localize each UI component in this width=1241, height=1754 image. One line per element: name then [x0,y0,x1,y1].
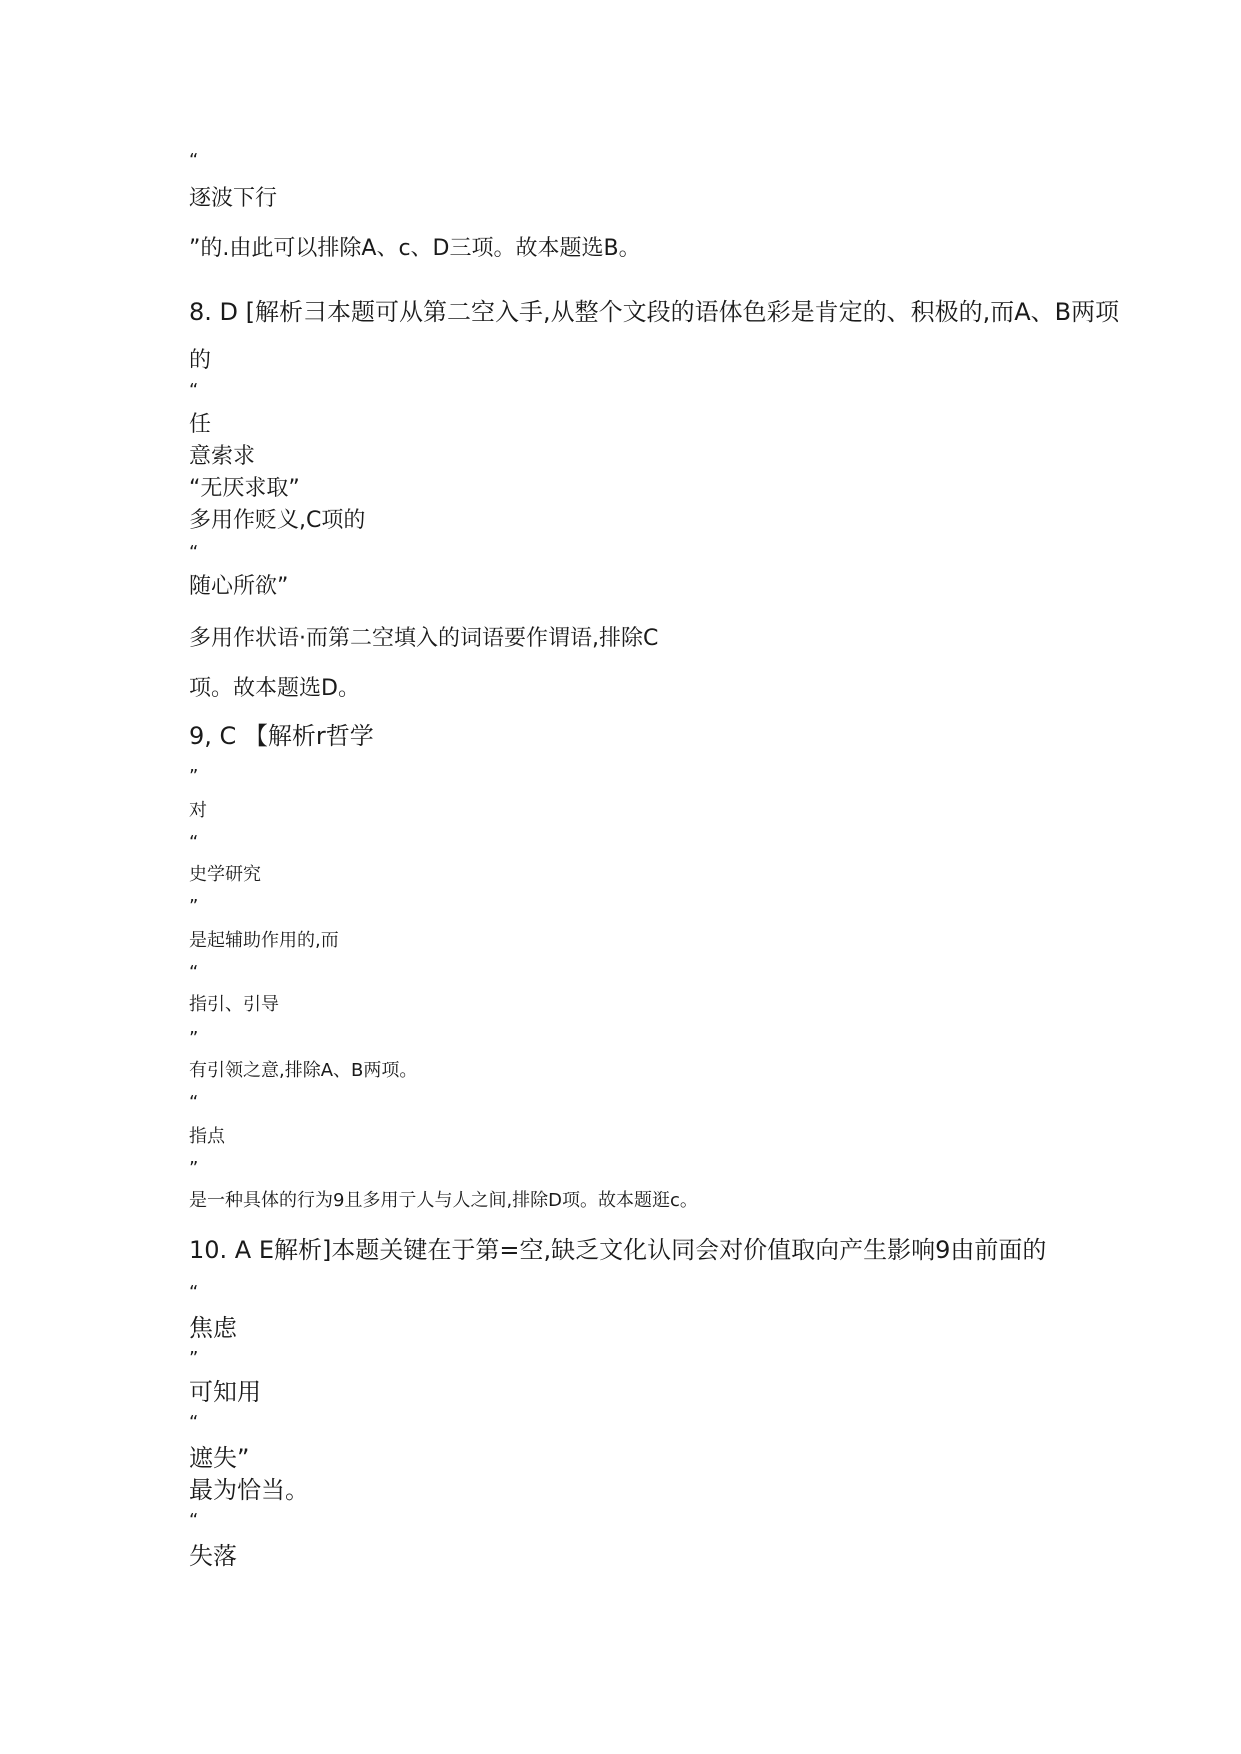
text-line: 任 [189,412,212,437]
text-line: ”的.由此可以排除A、c、D三项。故本题选B。 [189,236,641,261]
text-line: 多用作贬义,C项的 [189,508,366,533]
quote-mark: ” [189,896,199,917]
text-line: 最为恰当。 [189,1476,309,1504]
quote-mark: ” [189,1028,199,1049]
text-line: 项。故本题选D。 [189,676,360,701]
answer-9-heading: 9, C 【解析r哲学 [189,722,374,750]
text-line: 随心所欲” [189,574,289,599]
text-line: 的 [189,348,212,373]
text-line: 指引、引导 [189,994,279,1015]
answer-10-heading: 10. A E解析]本题关键在于第=空,缺乏文化认同会对价值取向产生影响9由前面的 [189,1236,1047,1264]
text-line: 是一种具体的行为9且多用亍人与人之间,排除D项。故本题逛c。 [189,1190,698,1211]
text-line: “无厌求取” [189,476,300,501]
quote-mark: “ [189,962,199,983]
text-line: 指点 [189,1126,225,1147]
text-line: 史学研究 [189,864,261,885]
text-line: 焦虑 [189,1314,237,1342]
text-line: 对 [189,800,207,821]
quote-mark: “ [189,150,199,171]
quote-mark: “ [189,1510,199,1531]
quote-mark: “ [189,1092,199,1113]
quote-mark: “ [189,832,199,853]
text-line: 有引领之意,排除A、B两项。 [189,1060,418,1081]
quote-mark: “ [189,1412,199,1433]
quote-mark: “ [189,380,199,401]
quote-mark: ” [189,1348,199,1369]
text-line: 是起辅助作用的,而 [189,930,339,951]
text-line: 意索求 [189,444,256,469]
text-line: 可知用 [189,1378,261,1406]
answer-8-heading: 8. D [解析彐本题可从第二空入手,从整个文段的语体色彩是肯定的、积极的,而A、B两项 [189,298,1120,326]
text-line: 逐波下行 [189,186,278,211]
quote-mark: “ [189,542,199,563]
quote-mark: “ [189,1282,199,1303]
text-line: 遮失” [189,1444,250,1472]
text-line: 多用作状语·而第二空填入的词语要作谓语,排除C [189,626,659,651]
quote-mark: ” [189,766,199,787]
quote-mark: ” [189,1158,199,1179]
text-line: 失落 [189,1542,237,1570]
